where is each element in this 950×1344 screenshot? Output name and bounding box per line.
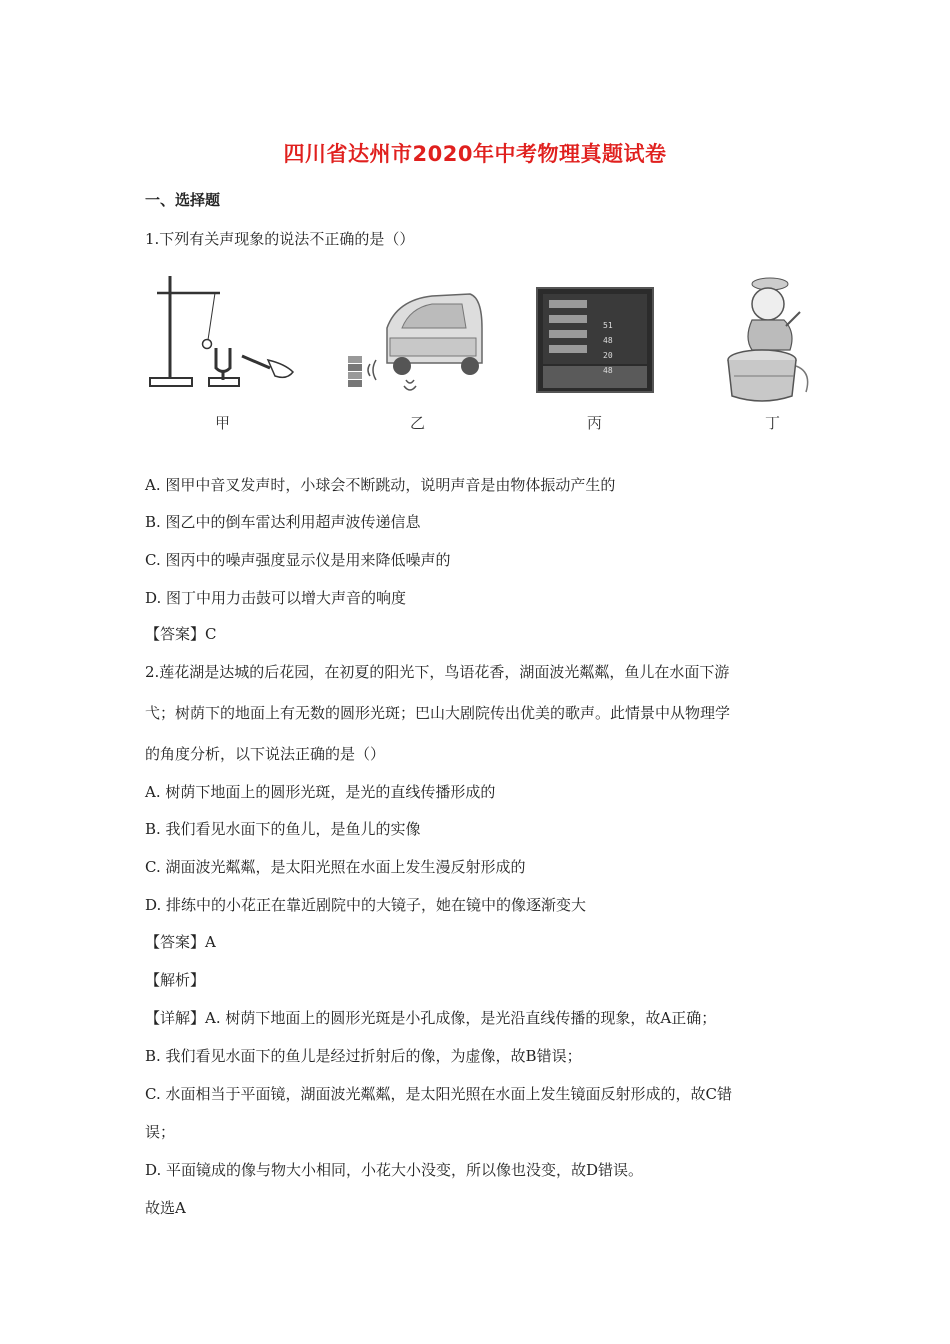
question-1-stem: 1.下列有关声现象的说法不正确的是（） [145,230,415,248]
question-2-stem-line-2: 弋；树荫下的地面上有无数的圆形光斑；巴山大剧院传出优美的歌声。此情景中从物理学 [145,704,731,722]
q1-option-d: D. 图丁中用力击鼓可以增大声音的响度 [145,589,407,607]
board-value-2: 48 [603,336,613,345]
q2-detail-line-4: 误； [145,1123,176,1141]
q2-option-c: C. 湖面波光粼粼，是太阳光照在水面上发生漫反射形成的 [145,858,526,876]
caption-jia: 甲 [215,414,231,432]
q2-detail-line-5: D. 平面镜成的像与物大小相同，小花大小没变，所以像也没变，故D错误。 [145,1161,644,1179]
caption-ding: 丁 [765,414,781,432]
q2-option-a: A. 树荫下地面上的圆形光斑，是光的直线传播形成的 [145,783,496,801]
q2-option-b: B. 我们看见水面下的鱼儿，是鱼儿的实像 [145,820,421,838]
board-value-1: 51 [603,321,613,330]
section-heading: 一、选择题 [145,191,221,209]
q1-answer: 【答案】C [145,625,217,643]
page-title: 四川省达州市2020年中考物理真题试卷 [283,142,667,166]
caption-bing: 丙 [587,414,603,432]
q2-detail-line-3: C. 水面相当于平面镜，湖面波光粼粼，是太阳光照在水面上发生镜面反射形成的，故C错 [145,1085,732,1103]
board-value-3: 20 [603,351,613,360]
q2-analysis-label: 【解析】 [145,971,206,989]
question-2-stem-line-3: 的角度分析，以下说法正确的是（） [145,745,386,763]
q2-detail-line-1: 【详解】A. 树荫下地面上的圆形光斑是小孔成像，是光沿直线传播的现象，故A正确； [145,1009,717,1027]
q2-answer: 【答案】A [145,933,216,951]
question-2-stem-line-1: 2.莲花湖是达城的后花园，在初夏的阳光下，鸟语花香，湖面波光粼粼，鱼儿在水面下游 [145,663,730,681]
q1-option-a: A. 图甲中音叉发声时，小球会不断跳动，说明声音是由物体振动产生的 [145,476,616,494]
q1-option-b: B. 图乙中的倒车雷达利用超声波传递信息 [145,513,421,531]
q1-option-c: C. 图丙中的噪声强度显示仪是用来降低噪声的 [145,551,451,569]
q2-detail-line-6: 故选A [145,1199,186,1217]
q2-detail-line-2: B. 我们看见水面下的鱼儿是经过折射后的像，为虚像，故B错误； [145,1047,582,1065]
board-value-4: 48 [603,366,613,375]
q2-option-d: D. 排练中的小花正在靠近剧院中的大镜子，她在镜中的像逐渐变大 [145,896,587,914]
caption-yi: 乙 [410,414,426,432]
